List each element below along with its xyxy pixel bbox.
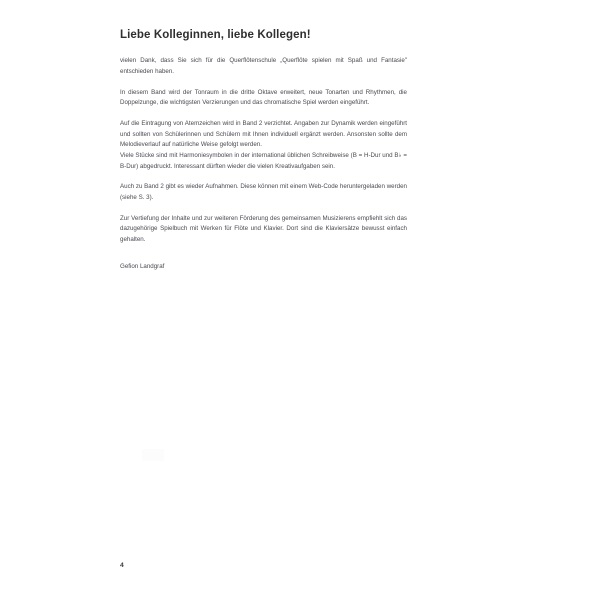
author-signature: Gefion Landgraf [120,262,165,270]
paragraph-harmony-symbols: Viele Stücke sind mit Harmoniesymbolen in der international üblichen Schreibweise (B = H-Dur und B♭ = B-Dur) abgedruckt. Interessant dürften wieder die vielen Kreativaufgaben sein. [120,151,407,170]
paragraph-breath-marks-dynamics: Auf die Eintragung von Atemzeichen wird in Band 2 verzichtet. Angaben zur Dynamik werden eingeführt und sollten von Schülerinnen und Schülern mit Ihnen individuell ergänzt werden. Ansonsten sollte dem Melodieverlauf auf natürliche Weise gefolgt werden. [120,120,407,149]
page-artifact-mark [142,449,164,461]
page-number: 4 [120,562,124,569]
page-title: Liebe Kolleginnen, liebe Kollegen! [120,29,311,41]
paragraph-greeting: vielen Dank, dass Sie sich für die Querflötenschule „Querflöte spielen mit Spaß und Fantasie" entschieden haben. [120,57,407,76]
paragraph-contents-overview: In diesem Band wird der Tonraum in die dritte Oktave erweitert, neue Tonarten und Rhythmen, die Doppelzunge, die wichtigsten Verzierungen und das chromatische Spiel werden eingeführt. [120,88,407,107]
text-column [120,28,407,272]
paragraph-companion-songbook: Zur Vertiefung der Inhalte und zur weiteren Förderung des gemeinsamen Musizierens empfiehlt sich das dazugehörige Spielbuch mit Werken für Flöte und Klavier. Dort sind die Klaviersätze bewusst einfach gehalten. [120,214,407,243]
paragraph-recordings-web-code: Auch zu Band 2 gibt es wieder Aufnahmen. Diese können mit einem Web-Code heruntergeladen werden (siehe S. 3). [120,183,407,201]
